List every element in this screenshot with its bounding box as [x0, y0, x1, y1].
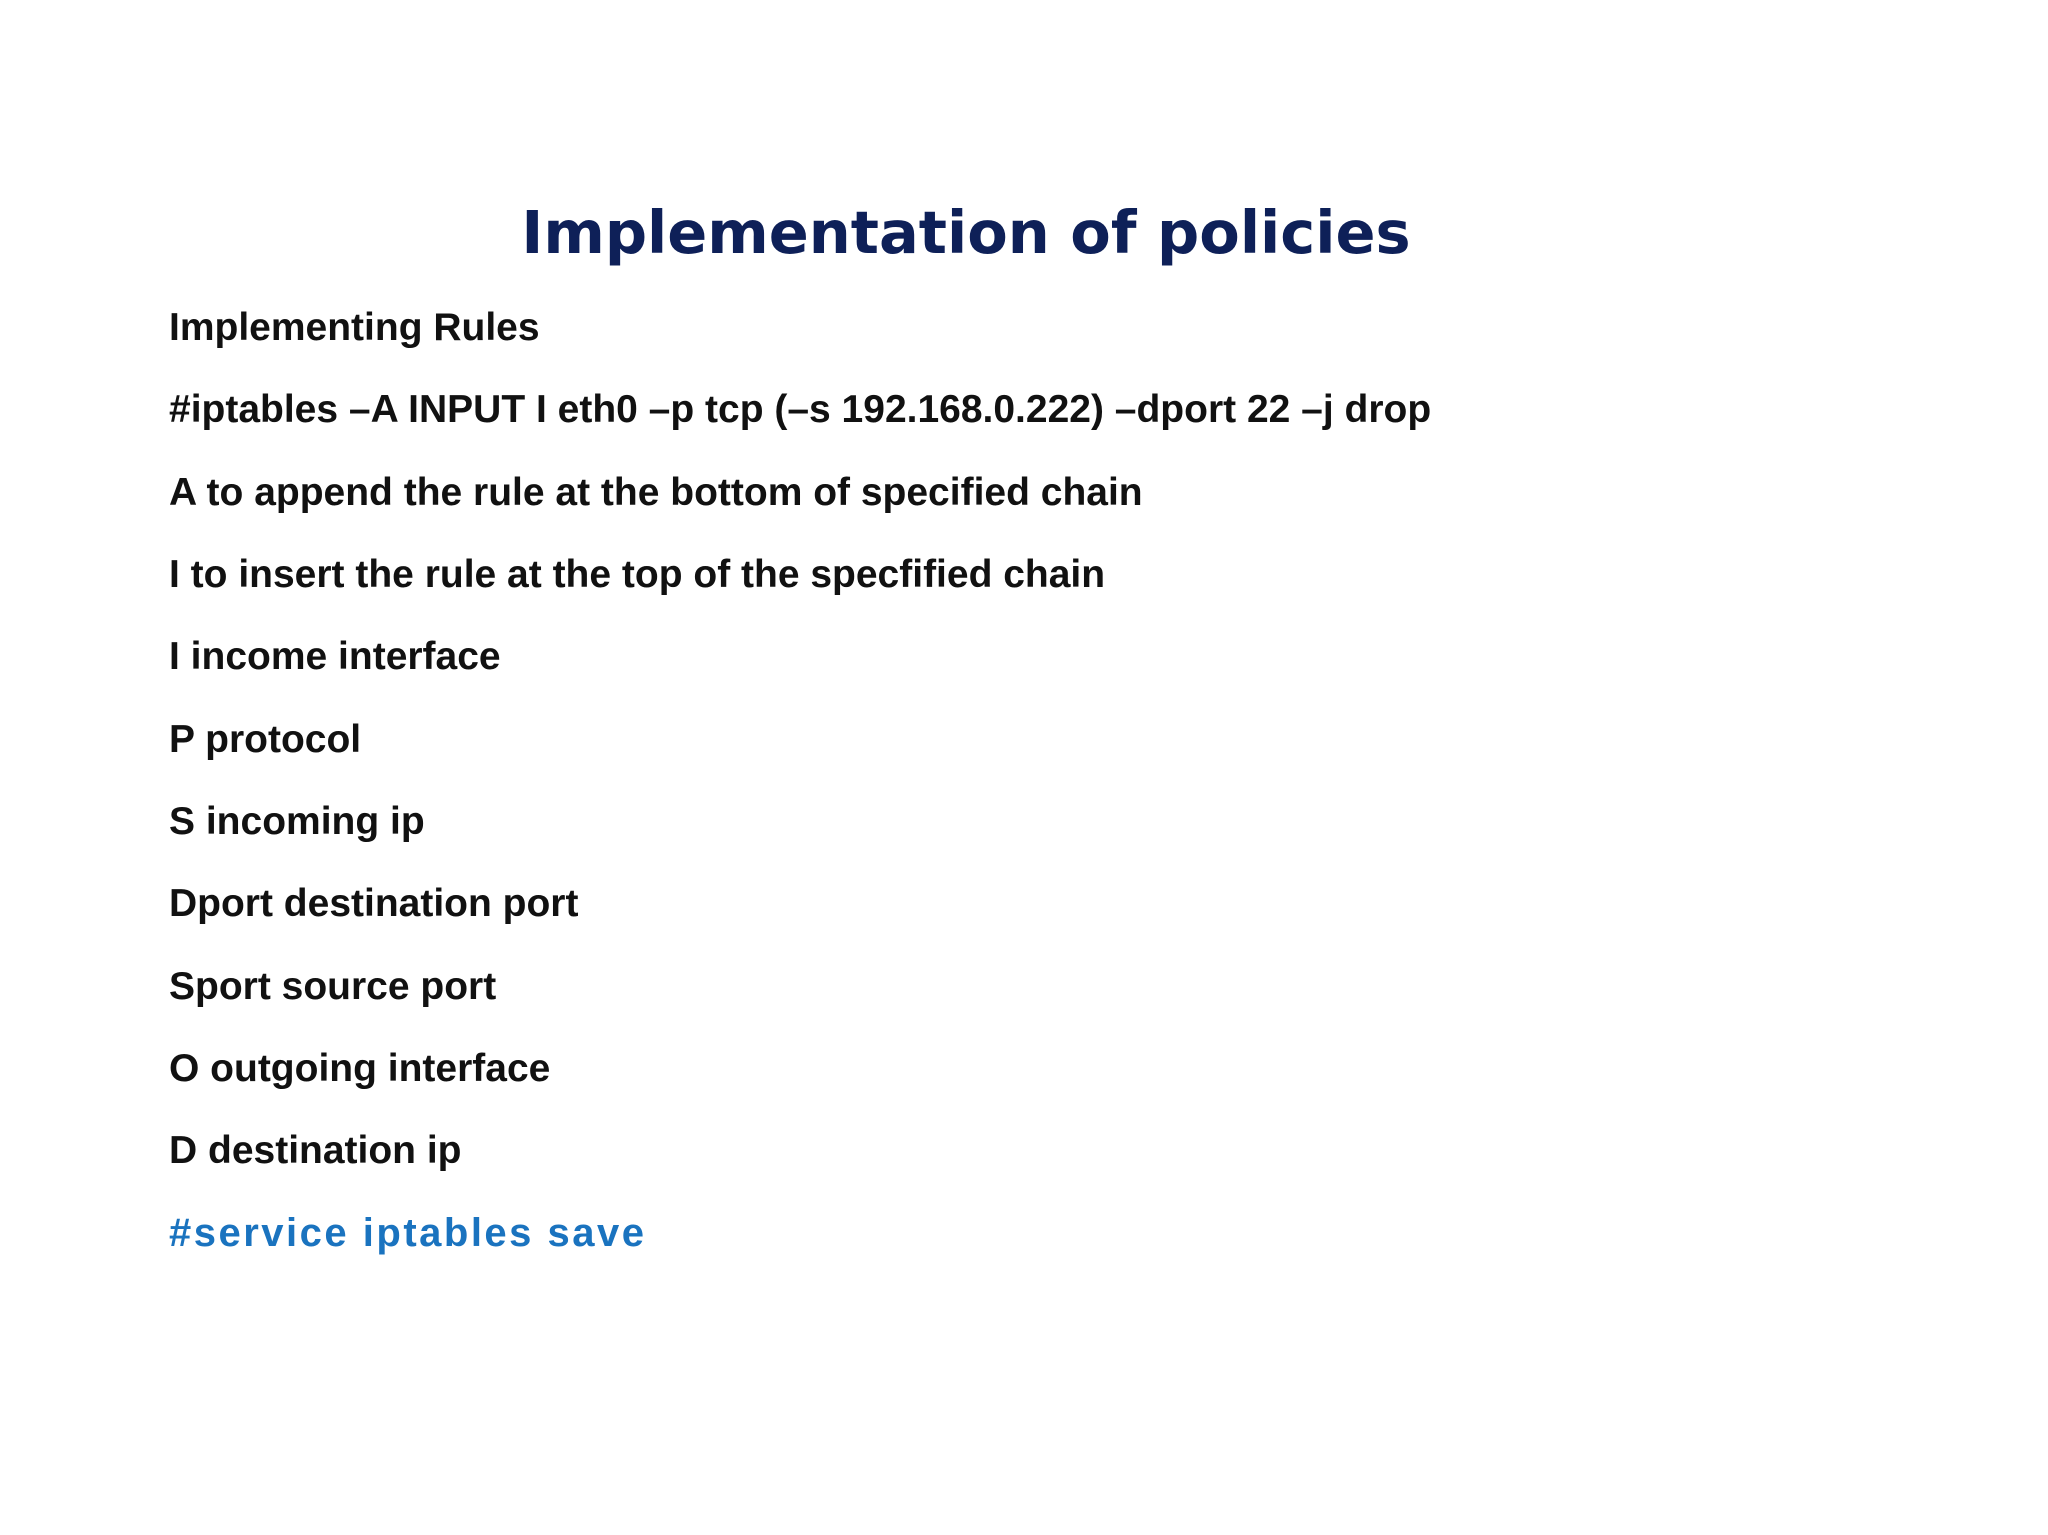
- line-income-interface: I income interface: [169, 635, 501, 678]
- line-implementing-rules: Implementing Rules: [169, 306, 540, 349]
- line-incoming-ip: S incoming ip: [169, 800, 425, 843]
- line-destination-ip: D destination ip: [169, 1129, 462, 1172]
- line-protocol: P protocol: [169, 718, 362, 761]
- line-destination-port: Dport destination port: [169, 882, 579, 925]
- line-append-option: A to append the rule at the bottom of specified chain: [169, 471, 1143, 514]
- line-outgoing-interface: O outgoing interface: [169, 1047, 551, 1090]
- line-insert-option: I to insert the rule at the top of the specfified chain: [169, 553, 1106, 596]
- slide-title: Implementation of policies: [521, 198, 1411, 267]
- line-source-port: Sport source port: [169, 965, 497, 1008]
- line-save-command: #service iptables save: [169, 1211, 647, 1255]
- line-iptables-example: #iptables –A INPUT I eth0 –p tcp (–s 192.168.0.222) –dport 22 –j drop: [169, 388, 1432, 431]
